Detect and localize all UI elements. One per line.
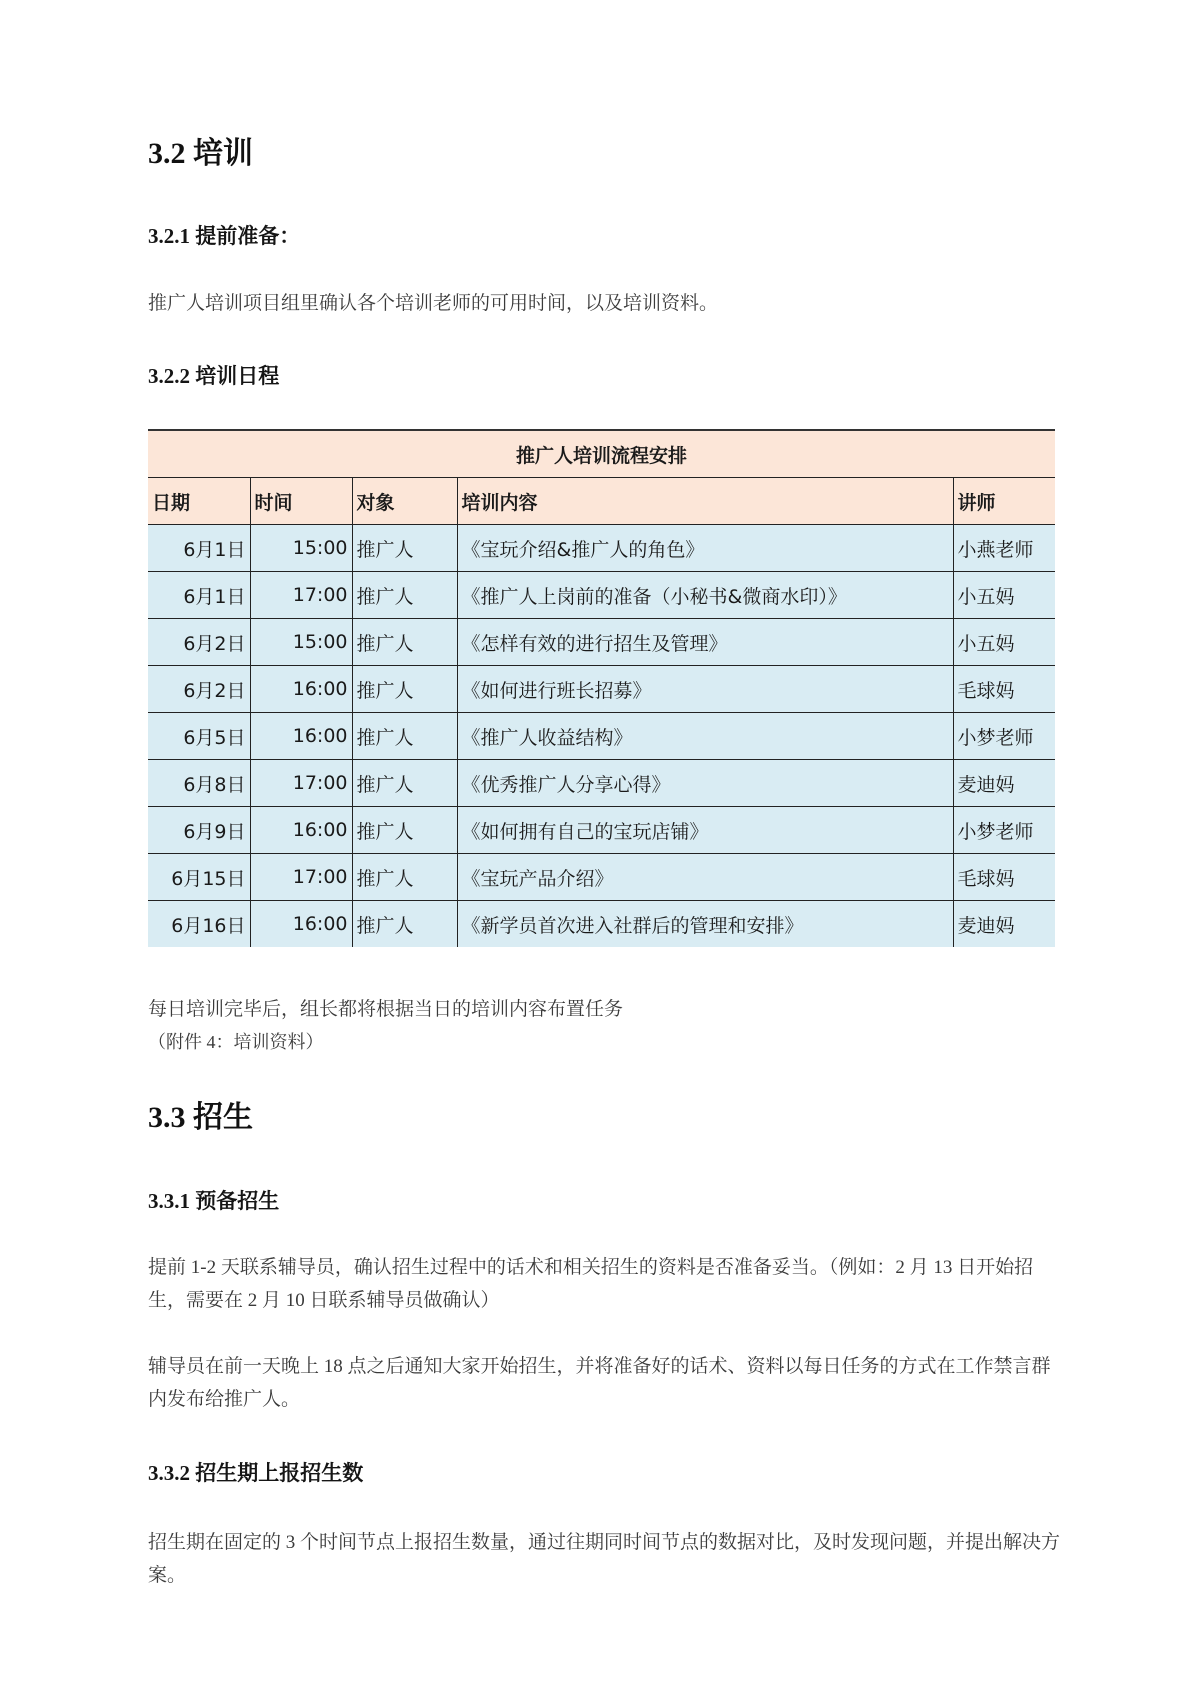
subsection-heading-3-2-1: 3.2.1 提前准备： — [148, 224, 301, 248]
cell-time: 16:00 — [250, 713, 352, 760]
cell-content: 《新学员首次进入社群后的管理和安排》 — [457, 901, 953, 948]
subsection-heading-3-3-2: 3.3.2 招生期上报招生数 — [148, 1461, 364, 1485]
cell-content: 《推广人上岗前的准备（小秘书&微商水印）》 — [457, 572, 953, 619]
cell-teacher: 小梦老师 — [953, 807, 1055, 854]
cell-target: 推广人 — [352, 760, 457, 807]
cell-time: 15:00 — [250, 619, 352, 666]
subsection-heading-3-3-1: 3.3.1 预备招生 — [148, 1189, 280, 1213]
cell-teacher: 麦迪妈 — [953, 760, 1055, 807]
cell-date: 6月15日 — [148, 854, 250, 901]
cell-content: 《如何拥有自己的宝玩店铺》 — [457, 807, 953, 854]
table-row — [148, 619, 1055, 666]
table-title: 推广人培训流程安排 — [148, 430, 1055, 478]
cell-time: 16:00 — [250, 901, 352, 948]
cell-content: 《宝玩介绍&推广人的角色》 — [457, 525, 953, 572]
column-header-date: 日期 — [148, 478, 250, 525]
cell-date: 6月9日 — [148, 807, 250, 854]
table-row — [148, 760, 1055, 807]
column-header-content: 培训内容 — [457, 478, 953, 525]
cell-date: 6月1日 — [148, 525, 250, 572]
cell-date: 6月2日 — [148, 666, 250, 713]
table-row — [148, 854, 1055, 901]
cell-teacher: 小梦老师 — [953, 713, 1055, 760]
table-row — [148, 666, 1055, 713]
section-heading-3-3: 3.3 招生 — [148, 1101, 253, 1134]
cell-target: 推广人 — [352, 901, 457, 948]
section-heading-3-2: 3.2 培训 — [148, 137, 253, 170]
cell-target: 推广人 — [352, 854, 457, 901]
table-title-row — [148, 430, 1055, 478]
cell-target: 推广人 — [352, 807, 457, 854]
cell-time: 16:00 — [250, 666, 352, 713]
cell-date: 6月8日 — [148, 760, 250, 807]
cell-date: 6月1日 — [148, 572, 250, 619]
table-row — [148, 807, 1055, 854]
cell-target: 推广人 — [352, 572, 457, 619]
cell-target: 推广人 — [352, 619, 457, 666]
cell-time: 17:00 — [250, 854, 352, 901]
table-row — [148, 525, 1055, 572]
training-note: 每日培训完毕后，组长都将根据当日的培训内容布置任务 — [148, 999, 624, 1020]
cell-time: 15:00 — [250, 525, 352, 572]
cell-content: 《怎样有效的进行招生及管理》 — [457, 619, 953, 666]
training-schedule-table — [148, 429, 1055, 947]
cell-content: 《如何进行班长招募》 — [457, 666, 953, 713]
cell-teacher: 小五妈 — [953, 572, 1055, 619]
cell-content: 《优秀推广人分享心得》 — [457, 760, 953, 807]
cell-teacher: 毛球妈 — [953, 854, 1055, 901]
cell-target: 推广人 — [352, 525, 457, 572]
cell-content: 《宝玩产品介绍》 — [457, 854, 953, 901]
column-header-target: 对象 — [352, 478, 457, 525]
column-header-time: 时间 — [250, 478, 352, 525]
cell-teacher: 小五妈 — [953, 619, 1055, 666]
cell-time: 17:00 — [250, 760, 352, 807]
cell-teacher: 小燕老师 — [953, 525, 1055, 572]
table-header-row — [148, 478, 1055, 525]
cell-teacher: 毛球妈 — [953, 666, 1055, 713]
cell-date: 6月5日 — [148, 713, 250, 760]
subsection-heading-3-2-2: 3.2.2 培训日程 — [148, 364, 280, 388]
table-row — [148, 572, 1055, 619]
paragraph-counselor-notice: 辅导员在前一天晚上 18 点之后通知大家开始招生，并将准备好的话术、资料以每日任务的方式在工作禁言群内发布给推广人。 — [148, 1356, 1051, 1410]
cell-date: 6月2日 — [148, 619, 250, 666]
cell-target: 推广人 — [352, 666, 457, 713]
table-row — [148, 713, 1055, 760]
paragraph-report-enrollment: 招生期在固定的 3 个时间节点上报招生数量，通过往期同时间节点的数据对比，及时发现问题，并提出解决方案。 — [148, 1532, 1061, 1586]
paragraph-preparation: 推广人培训项目组里确认各个培训老师的可用时间，以及培训资料。 — [148, 293, 719, 314]
cell-content: 《推广人收益结构》 — [457, 713, 953, 760]
column-header-teacher: 讲师 — [953, 478, 1055, 525]
paragraph-prep-enrollment: 提前 1-2 天联系辅导员，确认招生过程中的话术和相关招生的资料是否准备妥当。（例如：2 月 13 日开始招生，需要在 2 月 10 日联系辅导员做确认） — [148, 1257, 1034, 1311]
table-row — [148, 901, 1055, 948]
cell-teacher: 麦迪妈 — [953, 901, 1055, 948]
cell-time: 17:00 — [250, 572, 352, 619]
cell-date: 6月16日 — [148, 901, 250, 948]
cell-time: 16:00 — [250, 807, 352, 854]
cell-target: 推广人 — [352, 713, 457, 760]
attachment-note: （附件 4：培训资料） — [148, 1032, 324, 1052]
